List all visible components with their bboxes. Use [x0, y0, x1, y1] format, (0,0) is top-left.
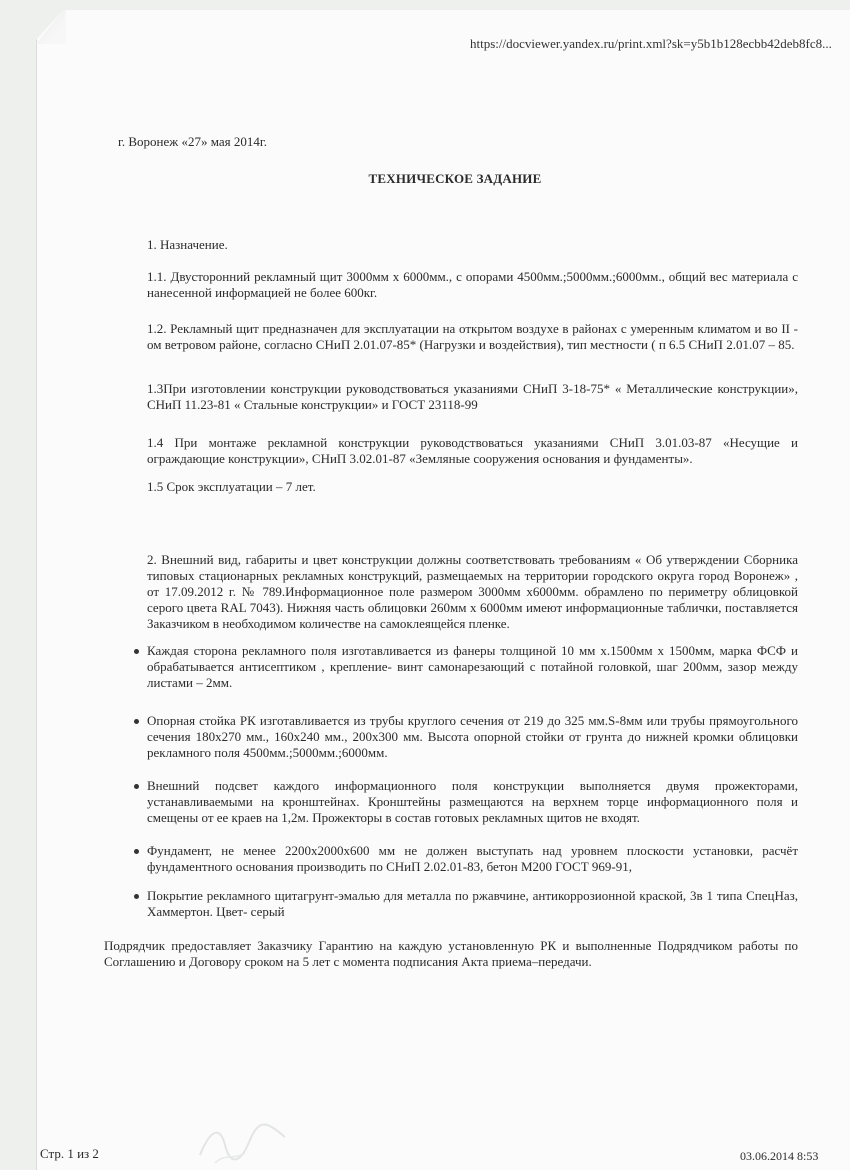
- paragraph-1-2: 1.2. Рекламный щит предназначен для эксплуатации на открытом воздухе в районах с умеренным климатом и во II - ом ветровом районе, согласно СНиП 2.01.07-85* (Нагрузки и воздействия), тип местности ( п 6.5 СНиП 2.01.07 – 85.: [147, 321, 798, 352]
- bullet-icon: [134, 784, 139, 789]
- bullet-icon: [134, 649, 139, 654]
- paragraph-1-4: 1.4 При монтаже рекламной конструкции руководствоваться указаниями СНиП 3.01.03-87 «Несущие и ограждающие конструкции», СНиП 3.02.01-87 «Земляные сооружения основания и фундаменты».: [147, 435, 798, 466]
- paragraph-1-1: 1.1. Двусторонний рекламный щит 3000мм х 6000мм., с опорами 4500мм.;5000мм.;6000мм., общий вес материала с нанесенной информацией не более 600кг.: [147, 269, 798, 300]
- folded-corner: [36, 10, 66, 44]
- document-title: ТЕХНИЧЕСКОЕ ЗАДАНИЕ: [368, 171, 542, 186]
- bullet-icon: [134, 894, 139, 899]
- bullet-icon: [134, 849, 139, 854]
- bullet-text: Каждая сторона рекламного поля изготавливается из фанеры толщиной 10 мм х.1500мм х 1500мм, марка ФСФ и обрабатывается антисептиком , крепление- винт самонарезающий с потайной головкой, шаг 200мм, зазор между листами – 2мм.: [147, 643, 798, 690]
- page-number: Стр. 1 из 2: [40, 1146, 99, 1161]
- paragraph-1-5: 1.5 Срок эксплуатации – 7 лет.: [147, 479, 316, 494]
- print-url: https://docviewer.yandex.ru/print.xml?sk=y5b1b128ecbb42deb8fc8...: [470, 36, 832, 51]
- bullet-icon: [134, 719, 139, 724]
- warranty-paragraph: Подрядчик предоставляет Заказчику Гарантию на каждую установленную РК и выполненные Подрядчиком работы по Соглашению и Договору сроком на 5 лет с момента подписания Акта приема–передачи.: [104, 938, 798, 969]
- bullet-item: [147, 888, 798, 920]
- bullet-text: Фундамент, не менее 2200х2000х600 мм не должен выступать над уровнем плоскости установки, расчёт фундаментного основания производить по СНиП 2.02.01-83, бетон М200 ГОСТ 969-91,: [147, 843, 798, 874]
- paragraph-1-3: 1.3При изготовлении конструкции руководствоваться указаниями СНиП 3-18-75* « Металлические конструкции», СНиП 11.23-81 « Стальные конструкции» и ГОСТ 23118-99: [147, 381, 798, 412]
- bullet-text: Опорная стойка РК изготавливается из трубы круглого сечения от 219 до 325 мм.S-8мм или трубы прямоугольного сечения 180х270 мм., 160х240 мм., 200х300 мм. Высота опорной стойки от грунта до нижней кромки облицовки рекламного поля 4500мм.;5000мм.;6000мм.: [147, 713, 798, 760]
- bullet-text: Внешний подсвет каждого информационного поля конструкции выполняется двумя прожекторами, устанавливаемыми на кронштейнах. Кронштейны размещаются на верхнем торце информационного поля и смещены от ее краев на 1,2м. Прожекторы в состав готовых рекламных щитов не входят.: [147, 778, 798, 825]
- date-line: г. Воронеж «27» мая 2014г.: [118, 134, 267, 149]
- paragraph-2: 2. Внешний вид, габариты и цвет конструкции должны соответствовать требованиям « Об утверждении Сборника типовых стационарных рекламных конструкций, размещаемых на территории городского округа город Воронеж» , от 17.09.2012 г. № 789.Информационное поле размером 3000мм х6000мм. обрамлено по периметру облицовкой серого цвета RAL 7043). Нижняя часть облицовки 260мм х 6000мм имеют информационные таблички, поставляется Заказчиком в необходимом количестве на самоклеящейся пленке.: [147, 552, 798, 631]
- bullet-item: [147, 713, 798, 761]
- bullet-item: [147, 778, 798, 826]
- section-1-heading: 1. Назначение.: [147, 237, 228, 252]
- bullet-item: [147, 643, 798, 691]
- bullet-item: [147, 843, 798, 875]
- print-timestamp: 03.06.2014 8:53: [740, 1149, 819, 1163]
- bullet-text: Покрытие рекламного щитагрунт-эмалью для металла по ржавчине, антикоррозионной краской, 3в 1 типа СпецНаз, Хаммертон. Цвет- серый: [147, 888, 798, 919]
- faint-signature-mark: [190, 1115, 300, 1170]
